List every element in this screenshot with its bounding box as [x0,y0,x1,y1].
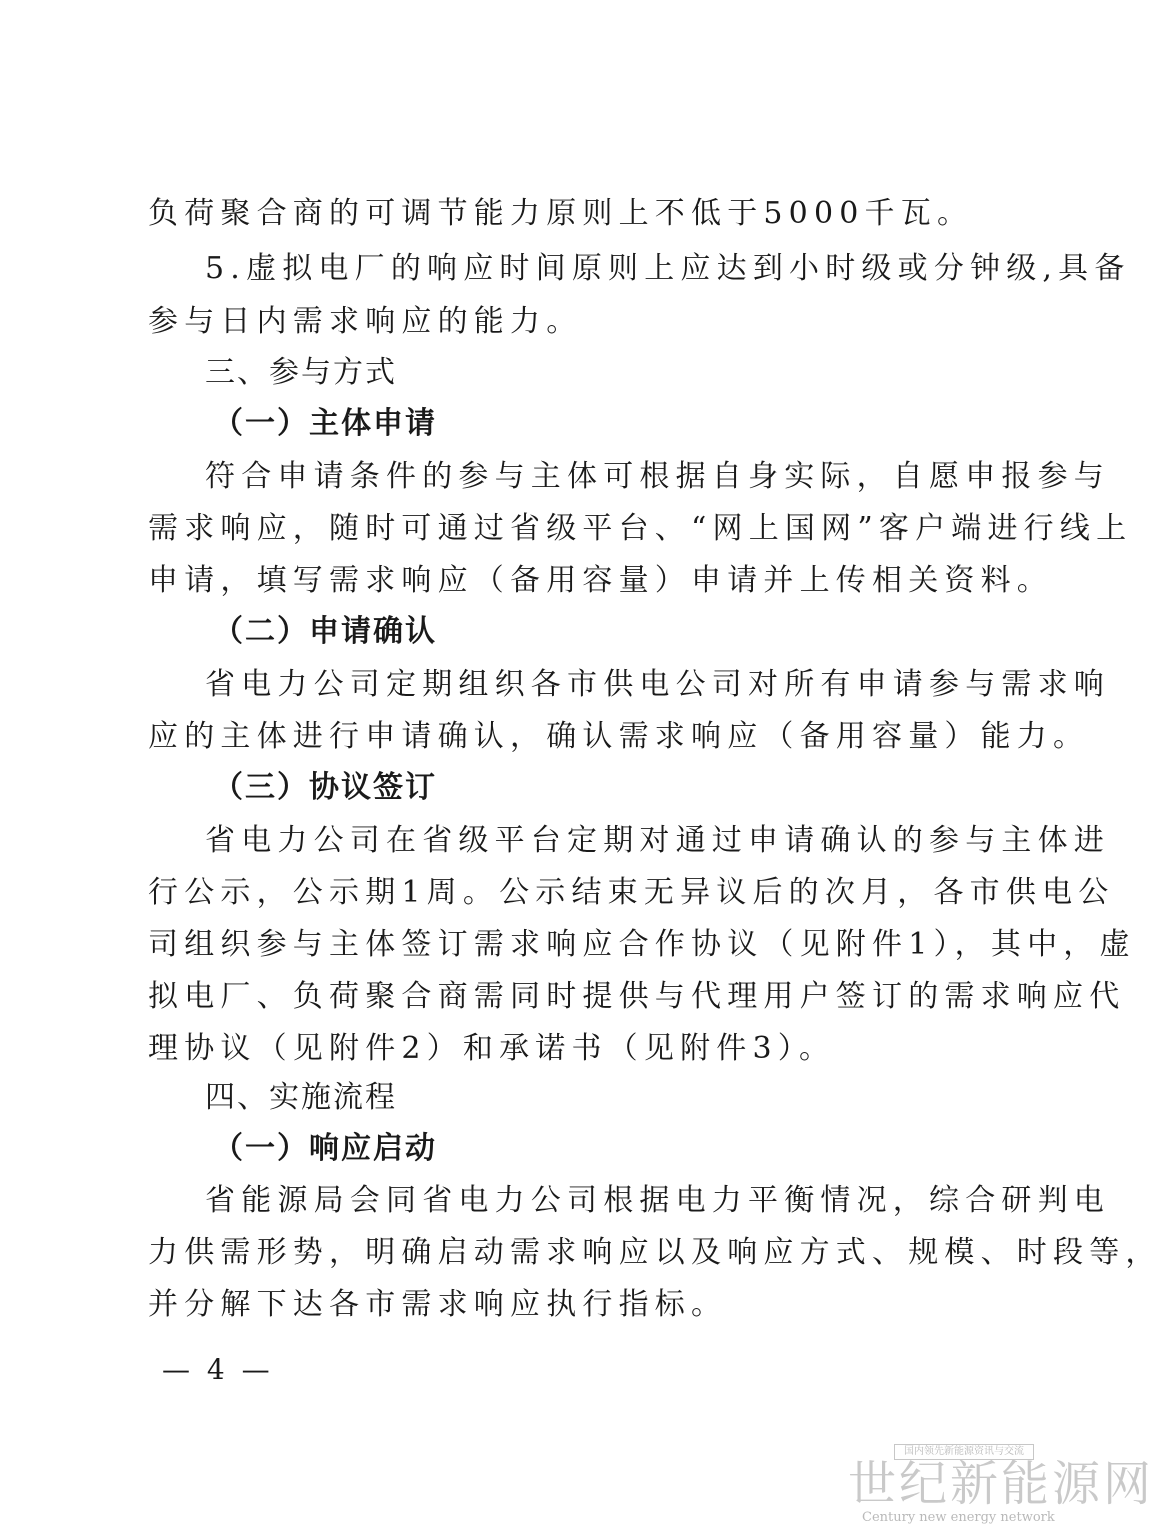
section-heading: 三、参与方式 [205,355,397,390]
paragraph-line: 力供需形势，明确启动需求响应以及响应方式、规模、时段等， [148,1235,1162,1270]
paragraph-line: 应的主体进行申请确认，确认需求响应（备用容量）能力。 [148,719,1090,754]
watermark-english-name: Century new energy network [862,1510,1055,1525]
paragraph-line: 拟电厂、负荷聚合商需同时提供与代理用户签订的需求响应代 [148,979,1126,1014]
section-heading: 四、实施流程 [205,1080,397,1115]
page-number: — 4 — [162,1353,274,1386]
paragraph-line: 符合申请条件的参与主体可根据自身实际，自愿申报参与 [205,459,1110,494]
subsection-heading: （一）主体申请 [213,406,437,441]
paragraph-line: 理协议（见附件2）和承诺书（见附件3）。 [148,1031,836,1066]
watermark-tagline: 国内领先新能源资讯与交流 [894,1444,1034,1460]
subsection-heading: （三）协议签订 [213,770,437,805]
paragraph-line: 并分解下达各市需求响应执行指标。 [148,1287,728,1322]
paragraph-line: 省能源局会同省电力公司根据电力平衡情况，综合研判电 [205,1183,1110,1218]
paragraph-line: 需求响应，随时可通过省级平台、“网上国网”客户端进行线上 [148,511,1133,546]
paragraph-line: 省电力公司在省级平台定期对通过申请确认的参与主体进 [205,823,1110,858]
subsection-heading: （一）响应启动 [213,1131,437,1166]
paragraph-line: 参与日内需求响应的能力。 [148,304,583,339]
paragraph-line: 负荷聚合商的可调节能力原则上不低于5000千瓦。 [148,196,974,231]
paragraph-line: 5.虚拟电厂的响应时间原则上应达到小时级或分钟级,具备 [205,251,1131,286]
watermark-logo-text: 世纪新能源网 [848,1456,1155,1512]
paragraph-line: 行公示，公示期1周。公示结束无异议后的次月，各市供电公 [148,875,1115,910]
paragraph-line: 司组织参与主体签订需求响应合作协议（见附件1），其中，虚 [148,927,1136,962]
subsection-heading: （二）申请确认 [213,614,437,649]
paragraph-line: 省电力公司定期组织各市供电公司对所有申请参与需求响 [205,667,1110,702]
paragraph-line: 申请，填写需求响应（备用容量）申请并上传相关资料。 [148,563,1053,598]
